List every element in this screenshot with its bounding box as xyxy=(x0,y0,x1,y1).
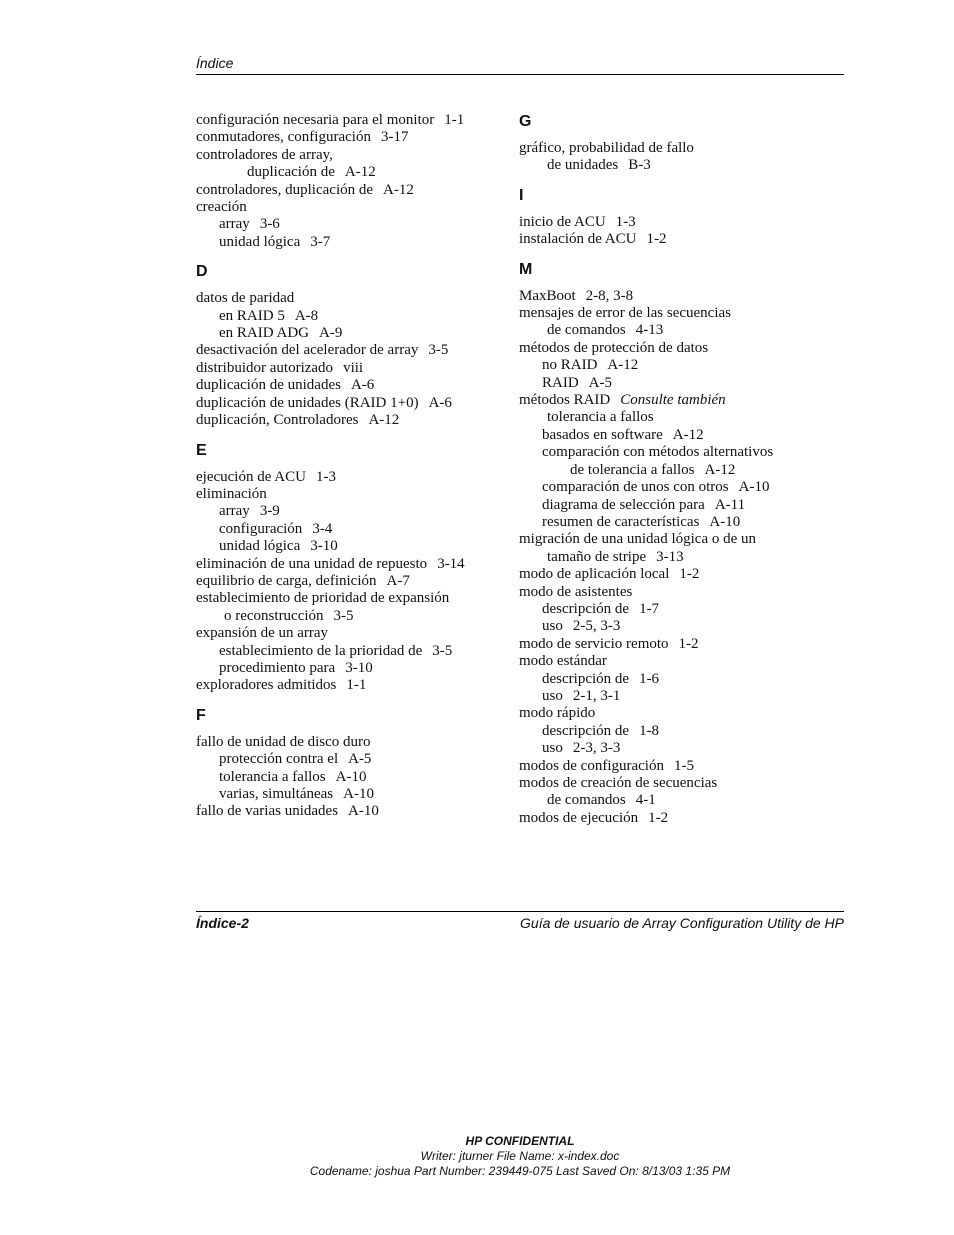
index-entry xyxy=(196,164,496,181)
index-entry-term: configuración xyxy=(219,520,303,537)
index-entry-term: MaxBoot xyxy=(519,287,576,304)
confidential-stamp xyxy=(0,1134,954,1179)
index-entry xyxy=(519,231,844,248)
index-entry-term: de tolerancia a fallos xyxy=(570,461,695,478)
index-entry-term: comparación de unos con otros xyxy=(542,479,729,496)
index-entry-term: de unidades xyxy=(547,157,619,174)
index-entry xyxy=(196,308,496,325)
index-entry-term: exploradores admitidos xyxy=(196,677,337,694)
index-entry xyxy=(196,216,496,233)
index-entry xyxy=(519,444,844,461)
index-entry-term: modo de aplicación local xyxy=(519,566,670,583)
index-entry xyxy=(519,322,844,339)
index-entry-term: controladores de array, xyxy=(196,146,333,163)
index-entry-term: métodos de protección de datos xyxy=(519,339,709,356)
index-entry xyxy=(196,538,496,555)
index-entry xyxy=(196,590,496,607)
index-entry-pages: 1-3 xyxy=(315,468,336,485)
index-entry xyxy=(196,412,496,429)
index-entry-pages: 3-10 xyxy=(310,538,338,555)
index-entry xyxy=(519,462,844,479)
index-entry-term: modos de configuración xyxy=(519,757,664,774)
index-entry-pages: 1-2 xyxy=(648,809,669,826)
index-entry xyxy=(196,503,496,520)
index-entry-term: configuración necesaria para el monitor xyxy=(196,112,435,128)
index-entry-pages: 3-9 xyxy=(259,503,280,520)
index-entry-pages: 3-6 xyxy=(259,216,280,233)
index-entry xyxy=(196,803,496,820)
index-entry xyxy=(196,395,496,412)
index-entry-term: modos de ejecución xyxy=(519,809,639,826)
index-entry-term: modo estándar xyxy=(519,653,607,670)
index-column-right xyxy=(519,112,844,827)
index-entry xyxy=(196,786,496,803)
index-entry-term: datos de paridad xyxy=(196,290,295,307)
index-entry xyxy=(519,479,844,496)
index-entry-pages: A-12 xyxy=(344,164,376,181)
index-entry xyxy=(196,608,496,625)
index-entry-term: fallo de unidad de disco duro xyxy=(196,733,371,750)
index-see-also: Consulte también xyxy=(620,392,726,409)
index-entry-pages: A-12 xyxy=(368,412,400,429)
index-entry-pages: 4-13 xyxy=(635,322,664,339)
index-entry-term: comparación con métodos alternativos xyxy=(542,444,774,461)
index-entry-term: duplicación, Controladores xyxy=(196,412,359,429)
index-entry-pages: viii xyxy=(343,359,364,376)
index-entry-pages: A-12 xyxy=(383,181,414,198)
index-entry xyxy=(519,740,844,757)
index-entry-term: o reconstrucción xyxy=(224,607,324,624)
index-entry xyxy=(196,521,496,538)
index-entry-pages: B-3 xyxy=(628,157,651,174)
index-entry xyxy=(196,360,496,377)
index-entry-term: procedimiento para xyxy=(219,659,336,676)
index-entry-term: descripción de xyxy=(542,722,630,739)
index-entry xyxy=(196,377,496,394)
index-entry-pages: A-5 xyxy=(588,374,612,391)
index-entry xyxy=(519,357,844,374)
index-entry xyxy=(196,469,496,486)
index-column-left xyxy=(196,112,496,821)
index-entry-pages: 3-5 xyxy=(432,642,453,659)
index-section-letter: M xyxy=(519,260,533,278)
index-entry-term: array xyxy=(219,216,250,233)
index-entry-term: métodos RAID xyxy=(519,392,611,409)
index-entry-pages: A-10 xyxy=(343,786,374,802)
index-entry xyxy=(519,214,844,231)
index-entry-pages: A-10 xyxy=(709,513,741,530)
index-entry-term: varias, simultáneas xyxy=(219,786,334,802)
header-rule xyxy=(196,74,844,75)
footer-book-title: Guía de usuario de Array Configuration Utility de HP xyxy=(520,915,844,931)
index-entry xyxy=(519,427,844,444)
index-entry-pages: 1-7 xyxy=(639,600,660,617)
index-entry-term: diagrama de selección para xyxy=(542,496,705,513)
index-entry-pages: 2-8, 3-8 xyxy=(585,287,634,304)
index-entry-term: en RAID ADG xyxy=(219,325,309,342)
index-entry xyxy=(519,671,844,688)
index-entry-term: fallo de varias unidades xyxy=(196,803,339,820)
index-entry-pages: 3-14 xyxy=(437,555,465,572)
index-entry xyxy=(519,514,844,531)
index-entry xyxy=(196,677,496,694)
index-entry-pages: 3-10 xyxy=(345,659,373,676)
index-entry-term: RAID xyxy=(542,374,579,391)
index-entry-term: ejecución de ACU xyxy=(196,468,306,485)
index-entry-term: establecimiento de la prioridad de xyxy=(219,642,423,659)
index-entry xyxy=(519,584,844,601)
index-entry-term: no RAID xyxy=(542,357,598,374)
index-entry xyxy=(196,342,496,359)
index-entry-pages: A-12 xyxy=(704,461,736,478)
index-entry xyxy=(519,636,844,653)
index-entry-pages: 1-1 xyxy=(444,112,465,128)
index-entry xyxy=(519,566,844,583)
index-entry xyxy=(519,340,844,357)
index-entry xyxy=(196,129,496,146)
index-entry-term: conmutadores, configuración xyxy=(196,129,371,146)
index-entry-pages: A-10 xyxy=(738,479,770,496)
index-entry-term: mensajes de error de las secuencias xyxy=(519,305,731,322)
index-entry-term: creación xyxy=(196,199,247,216)
index-entry xyxy=(519,140,844,157)
index-entry-term: tamaño de stripe xyxy=(547,548,647,565)
index-entry-term: modo de asistentes xyxy=(519,583,633,600)
index-entry-term: protección contra el xyxy=(219,751,339,768)
index-entry-term: establecimiento de prioridad de expansión xyxy=(196,590,450,607)
index-entry xyxy=(196,290,496,307)
index-entry-pages: A-11 xyxy=(714,496,746,513)
index-entry-pages: A-8 xyxy=(294,307,319,324)
index-entry-term: tolerancia a fallos xyxy=(219,768,326,785)
index-entry xyxy=(196,556,496,573)
index-entry-term: eliminación de una unidad de repuesto xyxy=(196,555,428,572)
index-entry-pages: A-5 xyxy=(348,751,372,768)
index-entry-pages: 3-4 xyxy=(312,520,333,537)
writer-line: Writer: jturner File Name: x-index.doc xyxy=(420,1149,620,1163)
index-entry-pages: 2-3, 3-3 xyxy=(572,740,621,757)
index-entry-pages: A-6 xyxy=(428,394,452,411)
index-entry xyxy=(196,112,496,129)
index-entry-term: de comandos xyxy=(547,322,626,339)
index-entry xyxy=(519,705,844,722)
index-entry-term: modos de creación de secuencias xyxy=(519,775,718,791)
index-entry-pages: A-10 xyxy=(335,768,367,785)
index-entry-term: resumen de características xyxy=(542,513,700,530)
index-entry xyxy=(519,375,844,392)
part-number-line: Codename: joshua Part Number: 239449-075 Last Saved On: 8/13/03 1:35 PM xyxy=(309,1164,731,1178)
index-section-letter: E xyxy=(196,441,207,459)
index-entry xyxy=(196,573,496,590)
index-entry xyxy=(519,549,844,566)
index-entry-term: duplicación de unidades xyxy=(196,377,341,394)
index-entry-pages: 3-5 xyxy=(333,607,354,624)
index-entry-term: gráfico, probabilidad de fallo xyxy=(519,140,694,156)
index-entry-term: unidad lógica xyxy=(219,538,301,555)
index-entry-term: tolerancia a fallos xyxy=(547,409,654,426)
index-entry-term: array xyxy=(219,503,250,520)
footer-page-number: Índice-2 xyxy=(196,915,249,931)
index-entry-pages: A-9 xyxy=(319,325,343,342)
index-entry-pages: 1-2 xyxy=(679,566,700,583)
index-entry-term: controladores, duplicación de xyxy=(196,181,374,198)
index-entry-term: desactivación del acelerador de array xyxy=(196,342,419,359)
index-entry-term: descripción de xyxy=(542,600,630,617)
index-entry-term: uso xyxy=(542,618,563,635)
index-entry-pages: 1-3 xyxy=(615,213,636,230)
index-entry xyxy=(519,758,844,775)
index-entry xyxy=(519,531,844,548)
index-entry xyxy=(196,769,496,786)
index-entry-term: duplicación de xyxy=(247,164,335,181)
index-entry-pages: A-12 xyxy=(607,357,639,374)
index-entry-term: descripción de xyxy=(542,670,630,687)
index-entry xyxy=(519,723,844,740)
index-entry-pages: 1-2 xyxy=(646,231,667,248)
index-entry-term: duplicación de unidades (RAID 1+0) xyxy=(196,394,419,411)
index-entry xyxy=(519,810,844,827)
index-entry-pages: A-7 xyxy=(386,572,410,589)
index-entry-pages: A-10 xyxy=(348,803,379,820)
index-entry-term: uso xyxy=(542,740,563,757)
index-entry-term: en RAID 5 xyxy=(219,307,285,324)
index-entry-pages: 1-1 xyxy=(346,677,367,694)
index-entry-pages: 2-5, 3-3 xyxy=(572,618,621,635)
index-entry xyxy=(519,305,844,322)
index-entry-term: uso xyxy=(542,687,563,704)
index-entry-term: inicio de ACU xyxy=(519,213,606,230)
index-entry xyxy=(519,688,844,705)
index-entry xyxy=(196,325,496,342)
index-entry xyxy=(196,643,496,660)
index-entry-pages: A-6 xyxy=(350,377,375,394)
index-entry xyxy=(196,147,496,164)
index-entry-pages: 1-8 xyxy=(639,722,660,739)
index-entry-pages: 3-5 xyxy=(428,342,449,359)
index-entry-pages: 3-13 xyxy=(656,548,684,565)
index-entry-pages: 3-7 xyxy=(310,233,331,250)
index-entry-term: modo de servicio remoto xyxy=(519,635,669,652)
index-entry-term: instalación de ACU xyxy=(519,231,637,248)
index-entry xyxy=(519,601,844,618)
index-entry-pages: 1-2 xyxy=(678,635,699,652)
index-entry xyxy=(196,625,496,642)
index-section-letter: G xyxy=(519,113,532,130)
index-section-letter: F xyxy=(196,706,206,724)
index-entry xyxy=(519,618,844,635)
index-entry-pages: 2-1, 3-1 xyxy=(572,687,621,704)
running-header: Índice xyxy=(196,55,234,71)
index-entry-term: equilibrio de carga, definición xyxy=(196,572,377,589)
index-entry-pages: 1-6 xyxy=(639,670,660,687)
index-entry-term: eliminación xyxy=(196,485,267,502)
index-entry xyxy=(519,392,844,409)
index-entry xyxy=(196,182,496,199)
index-entry xyxy=(196,486,496,503)
index-entry xyxy=(519,409,844,426)
index-entry xyxy=(196,234,496,251)
index-entry xyxy=(196,751,496,768)
index-entry-term: migración de una unidad lógica o de un xyxy=(519,531,757,548)
index-section-letter: I xyxy=(519,186,524,204)
confidential-line: HP CONFIDENTIAL xyxy=(465,1134,575,1148)
index-entry-pages: 4-1 xyxy=(635,792,656,809)
index-entry xyxy=(519,497,844,514)
index-entry-term: unidad lógica xyxy=(219,233,301,250)
index-entry-pages: 3-17 xyxy=(380,129,409,146)
index-entry xyxy=(196,199,496,216)
index-entry-term: modo rápido xyxy=(519,705,596,722)
index-entry xyxy=(519,653,844,670)
footer-rule xyxy=(196,911,844,912)
index-entry-term: basados en software xyxy=(542,426,663,443)
index-entry xyxy=(196,660,496,677)
index-entry xyxy=(519,792,844,809)
index-entry xyxy=(519,157,844,174)
index-entry-term: de comandos xyxy=(547,792,626,809)
index-entry-term: expansión de un array xyxy=(196,625,329,642)
index-entry-pages: A-12 xyxy=(672,426,704,443)
index-entry xyxy=(196,734,496,751)
index-entry-pages: 1-5 xyxy=(673,757,694,774)
index-entry-term: distribuidor autorizado xyxy=(196,359,334,376)
index-entry xyxy=(519,775,844,792)
index-entry xyxy=(519,288,844,305)
index-section-letter: D xyxy=(196,263,208,281)
